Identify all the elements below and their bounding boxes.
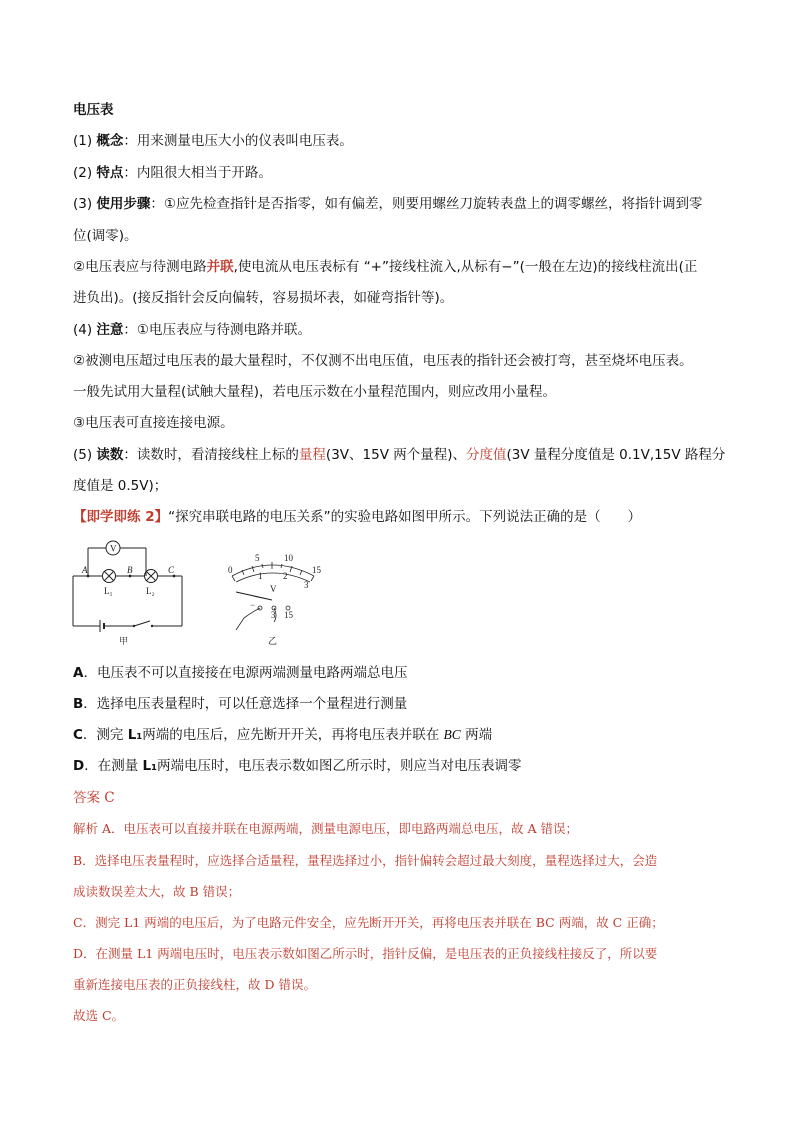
item-label: 特点 (96, 165, 124, 181)
item-text: ：用来测量电压大小的仪表叫电压表。 (123, 133, 353, 149)
question-text: “探究串联电路的电压关系”的实验电路如图甲所示。下列说法正确的是（ ） (168, 509, 642, 525)
option-letter: C (73, 727, 83, 743)
figure-label-jia: 甲 (119, 636, 129, 646)
option-text: ．在测量 (84, 758, 143, 774)
text-run: ②电压表应与待测电路 (73, 259, 207, 275)
highlight-text: 分度值 (465, 447, 507, 463)
exercise-question (73, 507, 641, 527)
analysis-text: A．电压表可以直接并联在电源两端，测量电源电压，即电路两端总电压，故 A 错误； (98, 821, 578, 836)
analysis-line-1 (73, 819, 578, 839)
option-text: ．电压表不可以直接接在电源两端测量电路两端总电压 (83, 665, 408, 681)
scale-bottom-1: 1 (258, 571, 263, 581)
text-line: 位(调零)。 (73, 228, 138, 244)
item-number: (2) (73, 165, 97, 181)
terminal-minus: − (250, 600, 256, 610)
item-usage (73, 194, 703, 214)
item-concept (73, 131, 353, 151)
exercise-tag: 【即学即练 2】 (73, 509, 169, 525)
text-line: ③电压表可直接连接电源。 (73, 415, 234, 431)
terminal-15: 15 (284, 610, 293, 620)
item-label: 概念 (96, 133, 124, 149)
item-notes (73, 320, 311, 340)
lamp-l2-label: L₂ (146, 586, 155, 596)
answer-label: 答案 (73, 790, 100, 806)
highlight-text: 量程 (298, 447, 326, 463)
text-line: ②被测电压超过电压表的最大量程时，不仅测不出电压值，电压表的指针还会被打弯，甚至烧坏电压表。 (73, 353, 693, 369)
scale-bottom-2: 2 (283, 571, 288, 581)
option-text: 两端电压时，电压表示数如图乙所示时，则应当对电压表调零 (157, 758, 522, 774)
section-title: 电压表 (73, 102, 114, 118)
item-text: ：①电压表应与待测电路并联。 (123, 322, 312, 338)
circuit-diagram (68, 536, 188, 651)
scale-top-5: 5 (255, 553, 260, 563)
item-label: 使用步骤 (96, 196, 151, 212)
option-text: 两端的电压后，应先断开开关，再将电压表并联在 (142, 727, 444, 743)
option-letter: D (73, 758, 85, 774)
option-c[interactable] (73, 725, 492, 745)
option-text: ．选择电压表量程时，可以任意选择一个量程进行测量 (83, 696, 408, 712)
option-symbol: BC (443, 727, 461, 742)
item-number: (3) (73, 196, 97, 212)
option-symbol: L₁ (127, 727, 143, 743)
text-line: 进负出)。(接反指针会反向偏转，容易损坏表，如碰弯指针等)。 (73, 290, 454, 306)
point-c-label: C (168, 565, 175, 575)
analysis-line-2: B．选择电压表量程时，应选择合适量程，量程选择过小，指针偏转会超过最大刻度，量程选择过大，会造 (73, 853, 658, 868)
text-line: 度值是 0.5V)； (73, 478, 168, 494)
option-letter: A (73, 665, 84, 681)
item-number: (1) (73, 133, 97, 149)
item-text: ：①应先检查指针是否指零，如有偏差，则要用螺丝刀旋转表盘上的调零螺丝，将指针调到零 (150, 196, 703, 212)
text-run: ,使电流从电压表标有 “+”接线柱流入,从标有−”(一般在左边)的接线柱流出(正 (233, 259, 698, 275)
answer-value: C (104, 790, 115, 806)
scale-top-zero: 0 (228, 565, 233, 575)
dial-symbol-v: V (270, 584, 277, 594)
item-number: (5) (73, 447, 97, 463)
option-b[interactable] (73, 694, 407, 714)
item-label: 读数 (96, 447, 124, 463)
analysis-line-3: 成读数误差太大，故 B 错误； (73, 884, 241, 899)
option-text: ．测完 (82, 727, 128, 743)
analysis-line-4: C．测完 L1 两端的电压后，为了电路元件安全，应先断开开关，再将电压表并联在 BC 两端，故 C 正确； (73, 915, 664, 930)
analysis-line-5: D．在测量 L1 两端电压时，电压表示数如图乙所示时，指针反偏，是电压表的正负接线柱接反了，所以要 (73, 946, 658, 961)
lamp-l1-label: L₁ (104, 586, 113, 596)
option-text: 两端 (460, 727, 493, 743)
highlight-text: 并联 (206, 259, 234, 275)
scale-top-15: 15 (312, 565, 321, 575)
point-a-label: A (82, 565, 88, 575)
voltmeter-label: V (110, 543, 117, 554)
option-letter: B (73, 696, 84, 712)
answer-line (73, 788, 115, 808)
option-d[interactable] (73, 756, 522, 776)
analysis-label: 解析 (73, 821, 99, 836)
text-line (73, 257, 697, 277)
scale-top-10: 10 (284, 553, 293, 563)
item-label: 注意 (96, 322, 124, 338)
text-run: ：读数时，看清接线柱上标的 (123, 447, 299, 463)
text-run: (3V、15V 两个量程)、 (325, 447, 466, 463)
voltmeter-dial-figure (222, 548, 322, 648)
item-reading (73, 445, 725, 465)
analysis-conclusion: 故选 C。 (73, 1008, 125, 1023)
text-line: 一般先试用大量程(试触大量程)，若电压示数在小量程范围内，则应改用小量程。 (73, 384, 557, 400)
item-number: (4) (73, 322, 97, 338)
text-run: (3V 量程分度值是 0.1V,15V 路程分 (506, 447, 726, 463)
figure-label-yi: 乙 (268, 636, 278, 646)
item-text: ：内阻很大相当于开路。 (123, 165, 272, 181)
scale-bottom-3: 3 (304, 580, 309, 590)
option-a[interactable] (73, 663, 407, 683)
terminal-3: 3 (271, 610, 276, 620)
point-b-label: B (127, 565, 133, 575)
analysis-line-6: 重新连接电压表的正负接线柱，故 D 错误。 (73, 977, 316, 992)
option-symbol: L₁ (142, 758, 158, 774)
item-feature (73, 163, 272, 183)
